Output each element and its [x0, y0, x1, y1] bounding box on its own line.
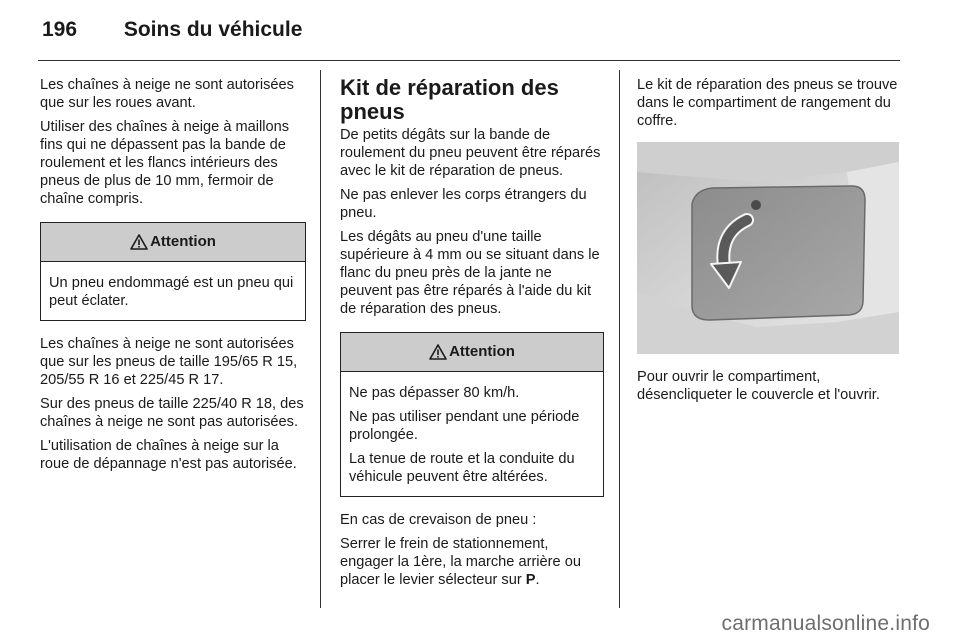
attention-body — [41, 262, 305, 320]
attention-header — [341, 333, 603, 372]
attention-title: Attention — [150, 233, 216, 250]
attention-box-1 — [40, 222, 306, 321]
section-heading: Kit de réparation des pneus — [340, 75, 559, 124]
paragraph: En cas de crevaison de pneu : — [340, 512, 537, 528]
attention-title: Attention — [449, 343, 515, 360]
attention-text: Un pneu endommagé est un pneu qui peut éclater. — [49, 275, 294, 309]
column-divider-1 — [320, 70, 321, 608]
attention-text: Ne pas utiliser pendant une période prolongée. — [349, 409, 580, 443]
paragraph: Les chaînes à neige ne sont autorisées que sur les pneus de taille 195/65 R 15, 205/55 R 16 et 225/45 R 17. — [40, 336, 298, 388]
paragraph: Les chaînes à neige ne sont autorisées que sur les roues avant. — [40, 77, 294, 111]
paragraph: Les dégâts au pneu d'une taille supérieure à 4 mm ou se situant dans le flanc du pneu près de la jante ne peuvent pas être réparés à l'aide du kit de réparation des pneus. — [340, 229, 600, 317]
paragraph: Utiliser des chaînes à neige à maillons fins qui ne dépassent pas la bande de roulement et les flancs intérieurs des pneus de plus de 10 mm, fermoir de chaîne compris. — [40, 119, 290, 207]
page-header — [42, 18, 302, 42]
paragraph: De petits dégâts sur la bande de roulement du pneu peuvent être réparés avec le kit de réparation de pneus. — [340, 127, 601, 179]
attention-box-2 — [340, 332, 604, 497]
paragraph — [340, 535, 604, 589]
attention-text: La tenue de route et la conduite du véhicule peuvent être altérées. — [349, 451, 575, 485]
paragraph: L'utilisation de chaînes à neige sur la roue de dépannage n'est pas autorisée. — [40, 438, 297, 472]
paragraph-text: Serrer le frein de stationnement, engager la 1ère, la marche arrière ou placer le levier sélecteur sur — [340, 536, 581, 588]
paragraph: Ne pas enlever les corps étrangers du pneu. — [340, 187, 587, 221]
gear-p-label: P — [525, 572, 536, 588]
warning-triangle-icon — [429, 344, 447, 360]
column-3 — [637, 76, 903, 410]
warning-triangle-icon — [130, 234, 148, 250]
paragraph: Le kit de réparation des pneus se trouve dans le compartiment de rangement du coffre. — [637, 77, 898, 129]
attention-body — [341, 372, 603, 496]
column-divider-2 — [619, 70, 620, 608]
attention-text: Ne pas dépasser 80 km/h. — [349, 385, 520, 401]
page-number: 196 — [42, 18, 78, 41]
watermark: carmanualsonline.info — [721, 612, 930, 635]
header-rule — [38, 60, 900, 61]
column-1 — [40, 76, 306, 479]
trunk-compartment-photo — [637, 142, 899, 354]
paragraph: Sur des pneus de taille 225/40 R 18, des chaînes à neige ne sont pas autorisées. — [40, 396, 304, 430]
paragraph-text: . — [535, 572, 540, 588]
column-2 — [340, 76, 604, 595]
attention-header — [41, 223, 305, 262]
section-title: Soins du véhicule — [123, 18, 303, 41]
paragraph: Pour ouvrir le compartiment, désencliqueter le couvercle et l'ouvrir. — [637, 369, 880, 403]
